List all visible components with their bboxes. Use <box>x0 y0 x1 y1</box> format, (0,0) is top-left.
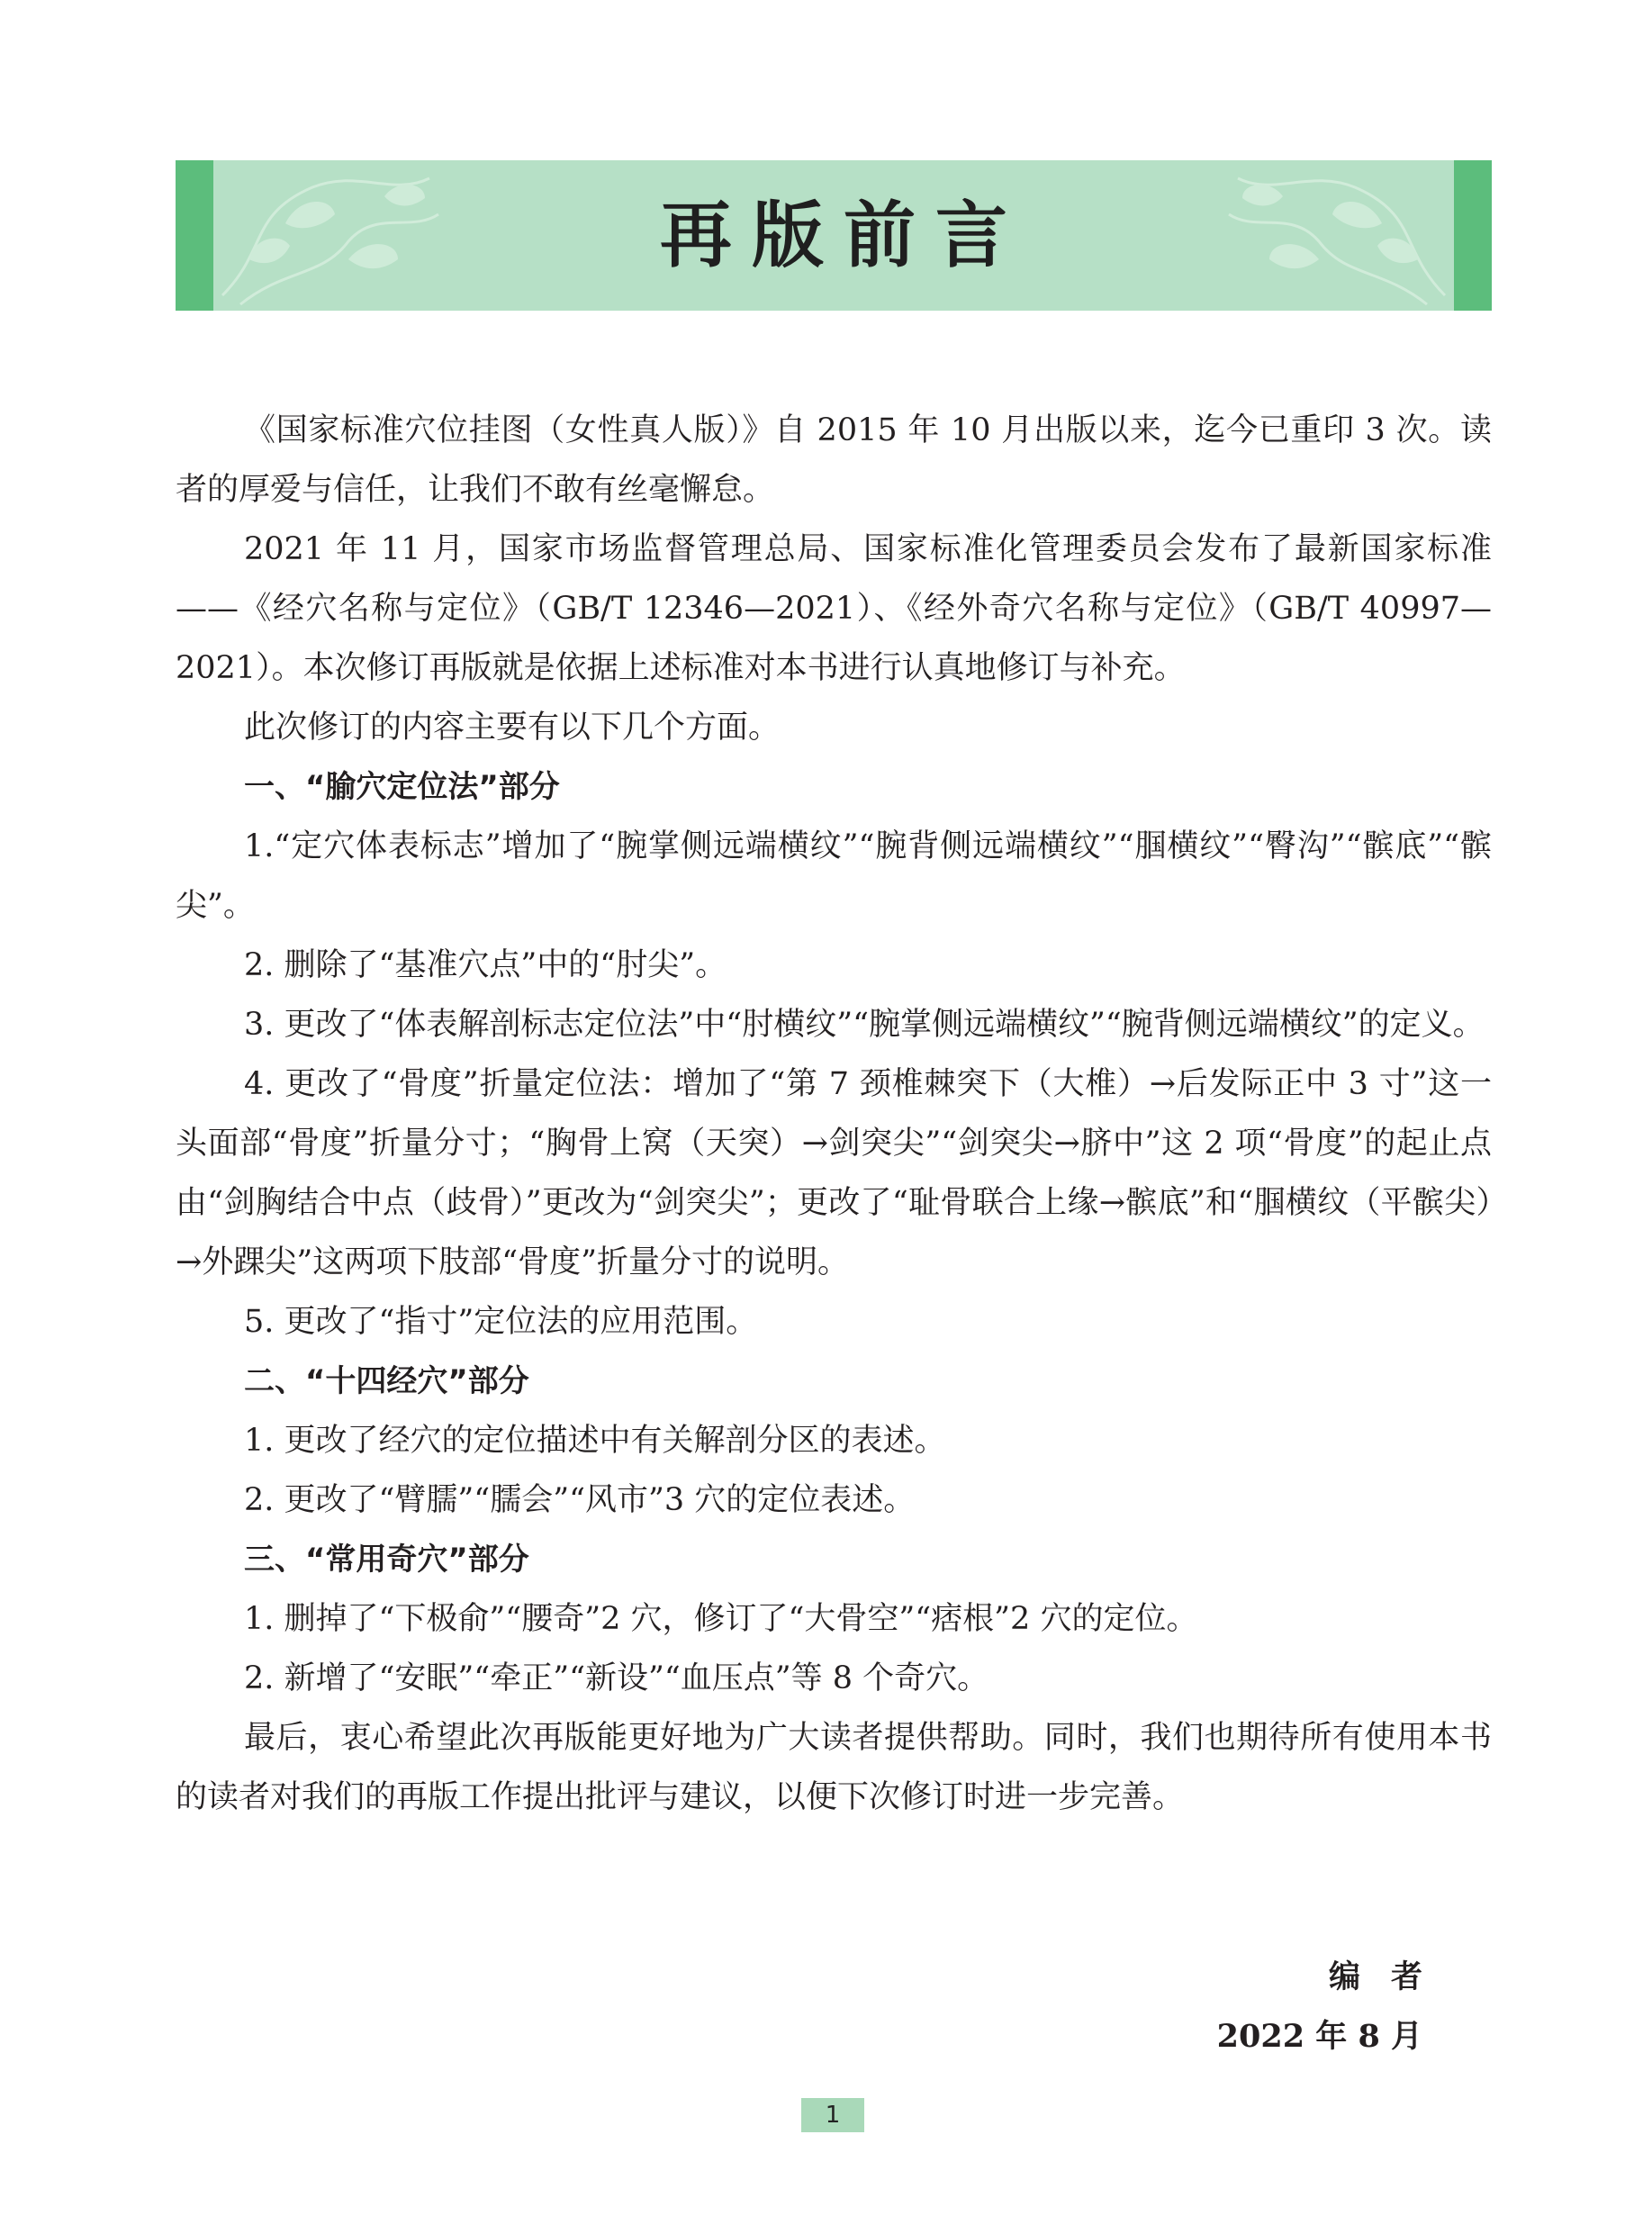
list-item: 1.“定穴体表标志”增加了“腕掌侧远端横纹”“腕背侧远端横纹”“腘横纹”“臀沟”“髌底”“髌尖”。 <box>176 828 1492 924</box>
standards-paragraph: 2021 年 11 月，国家市场监督管理总局、国家标准化管理委员会发布了最新国家标准——《经穴名称与定位》（GB/T 12346—2021）、《经外奇穴名称与定位》（GB/T 40997—2021）。本次修订再版就是依据上述标准对本书进行认真地修订与补充。 <box>176 531 1492 686</box>
page-title: 再版前言 <box>660 194 1027 277</box>
section-heading: 三、“常用奇穴”部分 <box>244 1542 529 1578</box>
list-item: 1. 删掉了“下极俞”“腰奇”2 穴，修订了“大骨空”“痞根”2 穴的定位。 <box>244 1601 1198 1637</box>
list-item: 3. 更改了“体表解剖标志定位法”中“肘横纹”“腕掌侧远端横纹”“腕背侧远端横纹”的定义。 <box>244 1007 1485 1043</box>
overview-paragraph: 此次修订的内容主要有以下几个方面。 <box>244 710 781 746</box>
list-item: 2. 删除了“基准穴点”中的“肘尖”。 <box>244 947 727 983</box>
section-heading: 二、“十四经穴”部分 <box>244 1363 529 1399</box>
list-item: 2. 新增了“安眠”“牵正”“新设”“血压点”等 8 个奇穴。 <box>244 1660 989 1696</box>
list-item: 1. 更改了经穴的定位描述中有关解剖分区的表述。 <box>244 1423 946 1459</box>
page-number: 1 <box>801 2098 864 2132</box>
preface-body <box>176 401 1492 1827</box>
signature-date: 2022 年 8 月 <box>1216 2018 1422 2055</box>
editor-signature: 编者 <box>1328 1958 1453 1995</box>
list-item: 4. 更改了“骨度”折量定位法：增加了“第 7 颈椎棘突下（大椎）→后发际正中 3 寸”这一头面部“骨度”折量分寸；“胸骨上窝（天突）→剑突尖”“剑突尖→脐中”这 2 项“骨度”的起止点由“剑胸结合中点（歧骨）”更改为“剑突尖”；更改了“耻骨联合上缘→髌底”和“腘横纹（平髌尖）→外踝尖”这两项下肢部“骨度”折量分寸的说明。 <box>176 1066 1492 1280</box>
list-item: 5. 更改了“指寸”定位法的应用范围。 <box>244 1304 758 1340</box>
signature-block <box>1216 1948 1453 2067</box>
list-item: 2. 更改了“臂臑”“臑会”“风市”3 穴的定位表述。 <box>244 1482 916 1518</box>
closing-paragraph: 最后，衷心希望此次再版能更好地为广大读者提供帮助。同时，我们也期待所有使用本书的读者对我们的再版工作提出批评与建议，以便下次修订时进一步完善。 <box>176 1720 1492 1815</box>
title-banner <box>176 160 1492 311</box>
section-heading: 一、“腧穴定位法”部分 <box>244 769 560 805</box>
intro-paragraph: 《国家标准穴位挂图（女性真人版）》自 2015 年 10 月出版以来，迄今已重印 3 次。读者的厚爱与信任，让我们不敢有丝毫懈怠。 <box>176 412 1492 508</box>
